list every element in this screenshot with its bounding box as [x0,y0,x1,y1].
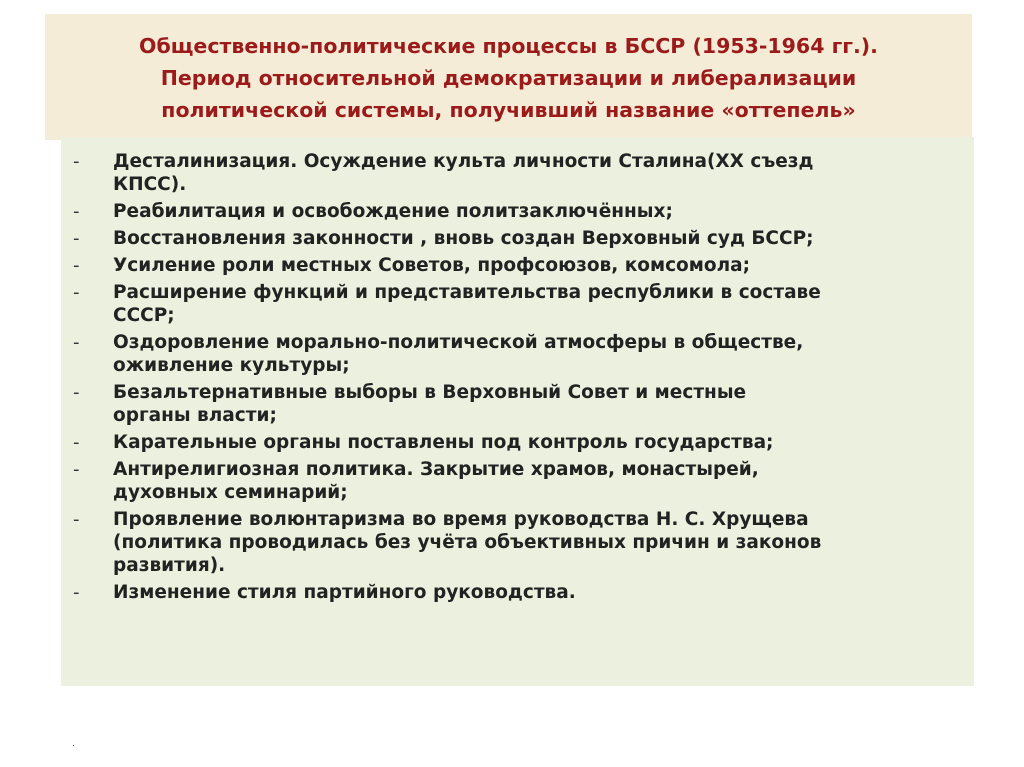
bullet-text-line: Карательные органы поставлены под контроль государства; [113,432,774,453]
list-item [61,508,974,577]
bullet-dash: - [73,201,80,222]
list-item [61,254,974,277]
bullet-text-line: Безальтернативные выборы в Верховный Совет и местные [113,382,747,403]
list-item [61,150,974,196]
bullet-dash: - [73,509,80,530]
bullet-text-line: СССР; [113,305,175,326]
bullet-dash: - [73,382,80,403]
list-item [61,227,974,250]
bullet-dash: - [73,582,80,603]
bullet-text-line: духовных семинарий; [113,482,348,503]
title-line-3: политической системы, получивший название «оттепель» [161,98,856,122]
list-item [61,458,974,504]
list-item [61,581,974,604]
bullet-text-line: развития). [113,555,226,576]
bullet-dash: - [73,228,80,249]
bullet-text-line: Изменение стиля партийного руководства. [113,582,576,603]
bullet-text-line: Проявление волюнтаризма во время руководства Н. С. Хрущева [113,509,809,530]
bullet-text-line: Десталинизация. Осуждение культа личности Сталина(XX съезд [113,151,814,172]
bullet-text-line: Оздоровление морально-политической атмосферы в обществе, [113,332,804,353]
bullet-list [61,150,974,604]
bullet-text-line: (политика проводилась без учёта объективных причин и законов [113,532,822,553]
title-line-2: Период относительной демократизации и либерализации [160,66,857,90]
list-item [61,381,974,427]
content-panel [61,137,974,686]
bullet-dash: - [73,282,80,303]
bullet-text-line: Расширение функций и представительства республики в составе [113,282,821,303]
bullet-text-line: Антирелигиозная политика. Закрытие храмов, монастырей, [113,459,759,480]
bullet-dash: - [73,151,80,172]
footer-mark: . [72,738,75,749]
bullet-dash: - [73,459,80,480]
list-item [61,331,974,377]
list-item [61,431,974,454]
title-panel [45,14,972,140]
list-item [61,200,974,223]
bullet-dash: - [73,432,80,453]
bullet-text-line: Усиление роли местных Советов, профсоюзов, комсомола; [113,255,751,276]
bullet-text-line: оживление культуры; [113,355,350,376]
bullet-text-line: органы власти; [113,405,277,426]
bullet-dash: - [73,332,80,353]
title-line-1: Общественно-политические процессы в БССР (1953-1964 гг.). [139,34,878,58]
bullet-text-line: КПСС). [113,174,187,195]
bullet-text-line: Реабилитация и освобождение политзаключённых; [113,201,673,222]
bullet-text-line: Восстановления законности , вновь создан Верховный суд БССР; [113,228,814,249]
list-item [61,281,974,327]
bullet-dash: - [73,255,80,276]
